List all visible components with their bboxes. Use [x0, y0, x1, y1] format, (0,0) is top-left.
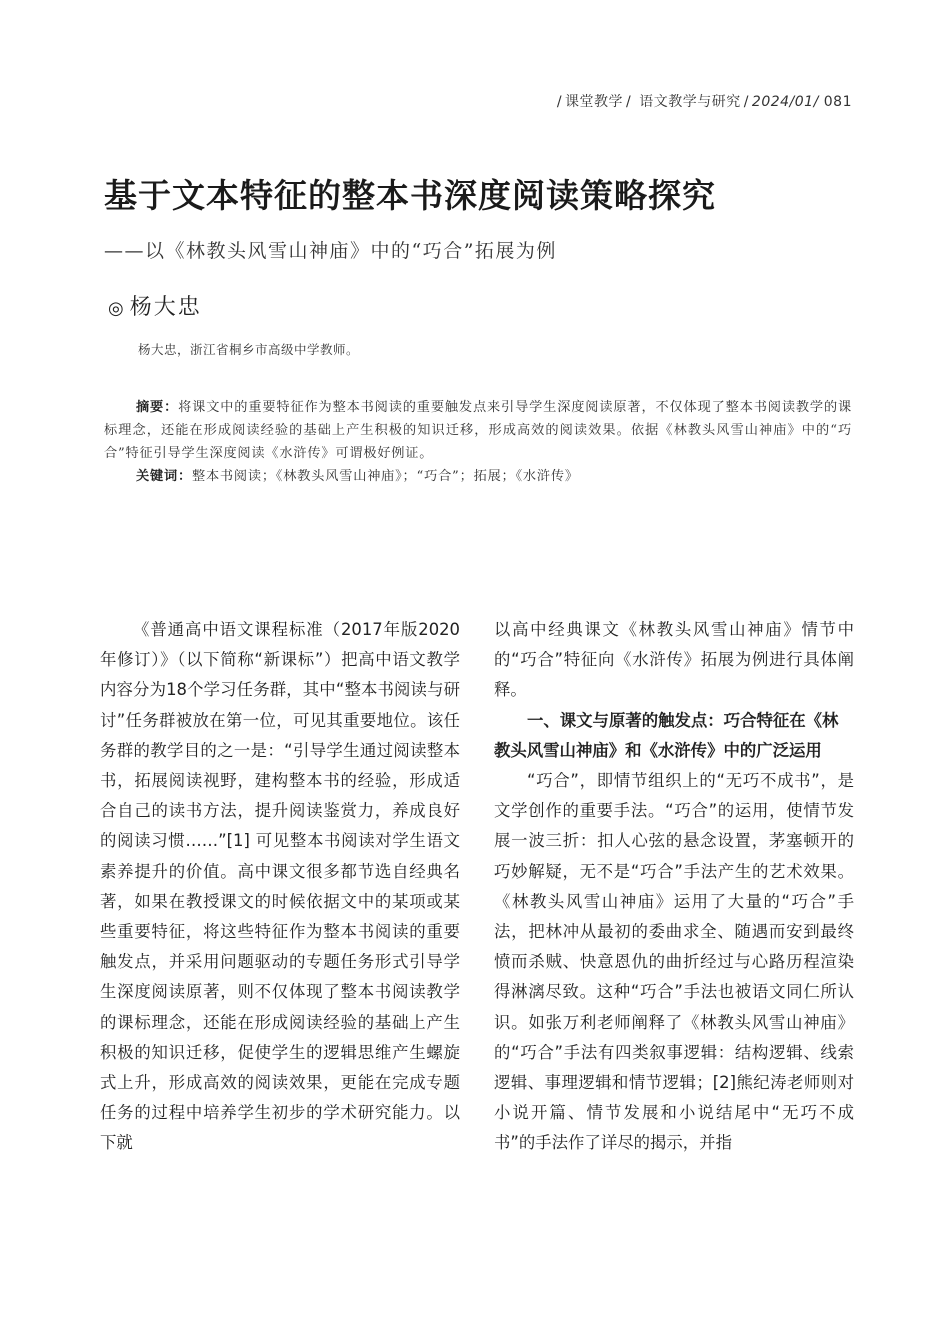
body-paragraph-1: 《普通高中语文课程标准（2017年版2020年修订）》（以下简称“新课标”）把高中语文教学内容分为18个学习任务群，其中“整本书阅读与研讨”任务群被放在第一位，可见其重要地位。该任务群的教学目的之一是：“引导学生通过阅读整本书，拓展阅读视野，建构整本书的经验，形成适合自己的读书方法，提升阅读鉴赏力，养成良好的阅读习惯……”[1] 可见整本书阅读对学生语文素养提升的价值。高中课文很多都节选自经典名著，如果在教授课文的时候依据文中的某项或某些重要特征，将这些特征作为整本书阅读的重要触发点，并采用问题驱动的专题任务形式引导学生深度阅读原著，则不仅体现了整本书阅读教学的课标理念，还能在形成阅读经验的基础上产生积极的知识迁移，促使学生的逻辑思维产生螺旋式上升，形成高效的阅读效果，更能在完成专题任务的过程中培养学生初步的学术研究能力。以下就 [100, 620, 460, 1153]
abstract-block [104, 396, 852, 488]
section-heading: 一、课文与原著的触发点：巧合特征在《林教头风雪山神庙》和《水浒传》中的广泛运用 [494, 710, 839, 760]
author-mark-icon: ◎ [108, 298, 126, 319]
abstract-label: 摘要： [136, 400, 179, 415]
keywords-line [104, 465, 852, 488]
author-name: 杨大忠 [129, 295, 202, 320]
body-paragraph-2: “巧合”，即情节组织上的“无巧不成书”，是文学创作的重要手法。“巧合”的运用，使情节发展一波三折：扣人心弦的悬念设置，茅塞顿开的巧妙解疑，无不是“巧合”手法产生的艺术效果。《林教头风雪山神庙》运用了大量的“巧合”手法，把林冲从最初的委曲求全、随遇而安到最终愤而杀贼、快意恩仇的曲折经过与心路历程渲染得淋漓尽致。这种“巧合”手法也被语文同仁所认识。如张万利老师阐释了《林教头风雪山神庙》的“巧合”手法有四类叙事逻辑：结构逻辑、线索逻辑、事理逻辑和情节逻辑；[2]熊纪涛老师则对小说开篇、情节发展和小说结尾中“无巧不成书”的手法作了详尽的揭示，并指 [494, 771, 854, 1153]
running-header: / 课堂教学 / 语文教学与研究 / 2024/01/ 081 [556, 94, 852, 110]
right-column [494, 615, 854, 1159]
article-subtitle: ——以《林教头风雪山神庙》中的“巧合”拓展为例 [104, 240, 557, 262]
body-paragraph-continuation: 以高中经典课文《林教头风雪山神庙》情节中的“巧合”特征向《水浒传》拓展为例进行具体阐释。 [494, 620, 854, 700]
journal-name: 语文教学与研究 [639, 94, 741, 110]
abstract-text: 将课文中的重要特征作为整本书阅读的重要触发点来引导学生深度阅读原著，不仅体现了整本书阅读教学的课标理念，还能在形成阅读经验的基础上产生积极的知识迁移，形成高效的阅读效果。依据《林教头风雪山神庙》中的“巧合”特征引导学生深度阅读《水浒传》可谓极好例证。 [104, 400, 852, 461]
keywords-label: 关键词： [136, 469, 192, 484]
keywords-text: 整本书阅读；《林教头风雪山神庙》；“巧合”；拓展；《水浒传》 [191, 469, 579, 484]
page-number: 081 [823, 94, 852, 110]
article-title: 基于文本特征的整本书深度阅读策略探究 [104, 176, 716, 215]
author-note: 杨大忠，浙江省桐乡市高级中学教师。 [138, 342, 360, 357]
issue-date: 2024/01/ [751, 94, 819, 110]
left-column [100, 615, 460, 1159]
author-line [108, 290, 202, 321]
abstract-paragraph [104, 396, 852, 465]
section-label: 课堂教学 [565, 94, 624, 110]
